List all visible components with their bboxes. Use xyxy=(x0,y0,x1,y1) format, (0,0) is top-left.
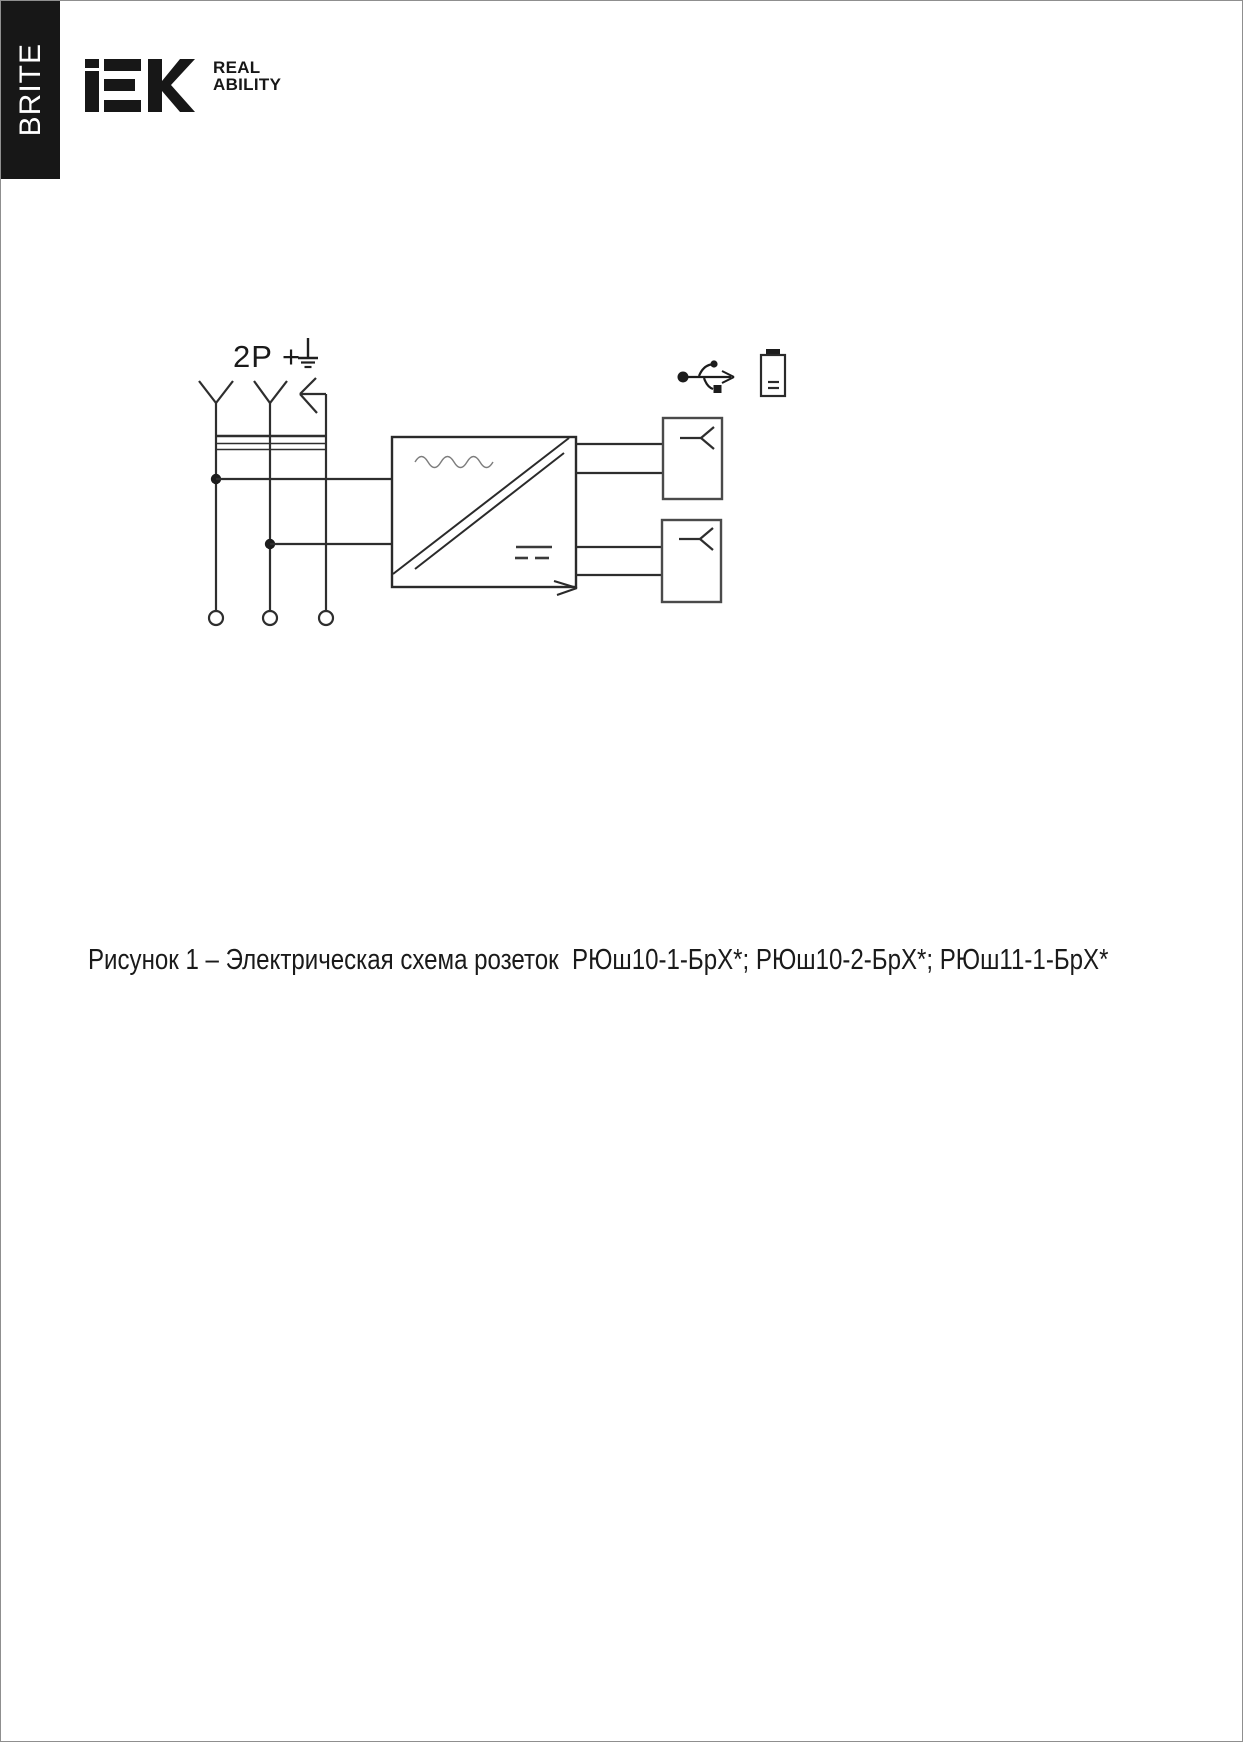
input-rating-label: 2P + xyxy=(233,339,302,374)
socket-contact-icon xyxy=(679,528,713,550)
iek-logo-icon xyxy=(84,57,196,117)
series-label-bar xyxy=(1,1,60,179)
terminal-circle xyxy=(319,611,333,625)
terminal-circle xyxy=(263,611,277,625)
series-label: BRITE xyxy=(13,43,47,137)
brand-tagline-line1: REAL xyxy=(213,58,261,77)
figure-caption: Рисунок 1 – Электрическая схема розеток РЮш10-1-БрХ*; РЮш10-2-БрХ*; РЮш11-1-БрХ* xyxy=(88,944,1109,976)
terminal-circle xyxy=(209,611,223,625)
earth-pin-arrow-icon xyxy=(300,378,326,413)
battery-icon xyxy=(761,349,785,396)
brand-tagline-line2: ABILITY xyxy=(213,75,282,94)
output-wires xyxy=(576,444,663,575)
brand-header xyxy=(84,57,281,117)
brand-tagline xyxy=(213,59,281,93)
ac-dc-converter-symbol xyxy=(392,437,577,595)
usb-icon xyxy=(678,360,735,393)
usb-output-socket-1 xyxy=(663,418,722,499)
usb-output-socket-2 xyxy=(662,520,721,602)
electrical-schematic xyxy=(181,321,801,641)
ac-wave-icon xyxy=(415,457,493,468)
socket-contact-icon xyxy=(680,427,714,449)
socket-contact-icon xyxy=(254,381,287,403)
dc-symbol-icon xyxy=(515,547,552,558)
input-section xyxy=(199,378,392,625)
socket-contact-icon xyxy=(199,381,233,403)
